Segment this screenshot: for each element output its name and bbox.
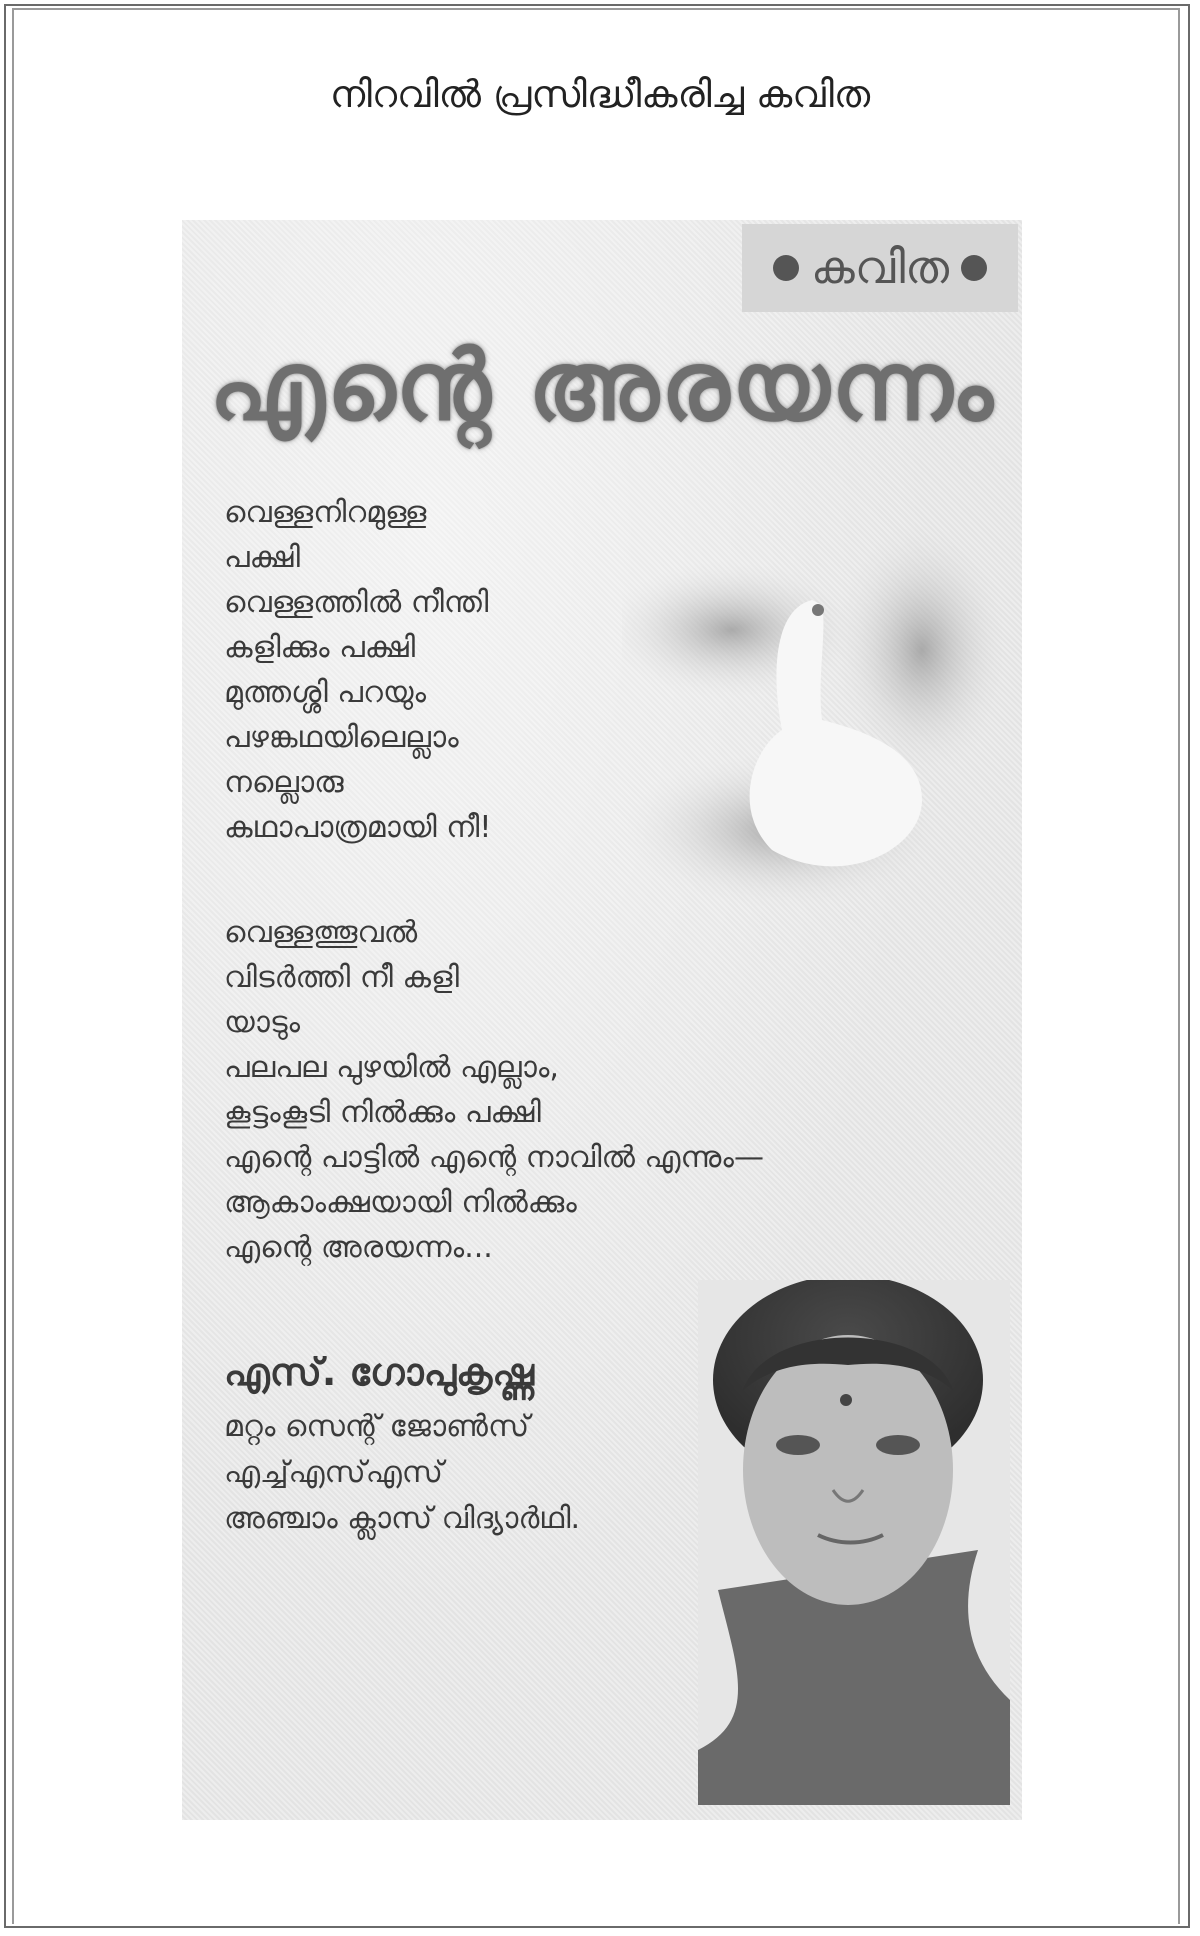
- poem-stanza-1: [224, 490, 491, 850]
- author-detail-line: മറ്റം സെന്റ് ജോൺസ്: [224, 1409, 530, 1444]
- poem-line: പലപല പുഴയിൽ എല്ലാം,: [224, 1050, 559, 1085]
- poem-line: കൂട്ടംകൂടി നിൽക്കും പക്ഷി: [224, 1095, 541, 1130]
- poem-line: മുത്തശ്ശി പറയും: [224, 675, 427, 710]
- author-details: [224, 1404, 580, 1542]
- author-name: എസ്. ഗോപുകൃഷ്ണ: [224, 1350, 535, 1394]
- poem-line: കളിക്കും പക്ഷി: [224, 630, 416, 665]
- poem-line: എന്റെ പാട്ടിൽ എന്റെ നാവിൽ എന്നും—: [224, 1140, 764, 1175]
- poem-title: എന്റെ അരയന്നം: [209, 330, 995, 442]
- section-tag-label: കവിത: [810, 240, 950, 294]
- poem-line: നല്ലൊരു: [224, 765, 344, 800]
- poem-line: വെള്ളനിറമുള്ള: [224, 495, 427, 530]
- section-tag: [742, 224, 1018, 312]
- author-photo: [698, 1280, 1010, 1805]
- bullet-icon: [961, 255, 987, 281]
- poem-line: വെള്ളത്തൂവൽ: [224, 915, 418, 950]
- poem-stanza-2: [224, 910, 764, 1270]
- page-title: നിറവിൽ പ്രസിദ്ധീകരിച്ച കവിത: [329, 72, 871, 116]
- bullet-icon: [773, 255, 799, 281]
- poem-line: വെള്ളത്തിൽ നീന്തി: [224, 585, 489, 620]
- poem-line: കഥാപാത്രമായി നീ!: [224, 810, 492, 845]
- author-detail-line: അഞ്ചാം ക്ലാസ് വിദ്യാർഥി.: [224, 1501, 581, 1536]
- author-detail-line: എച്ച്എസ്എസ്: [224, 1455, 443, 1490]
- swan-illustration: [622, 510, 1002, 930]
- poem-line: എന്റെ അരയന്നം...: [224, 1230, 493, 1265]
- poem-line: വിടർത്തി നീ കളി: [224, 960, 459, 995]
- newspaper-clipping: [182, 220, 1022, 1820]
- poem-line: പക്ഷി: [224, 540, 300, 575]
- poem-line: പഴങ്കഥയിലെല്ലാം: [224, 720, 459, 755]
- poem-line: ആകാംക്ഷയായി നിൽക്കും: [224, 1185, 577, 1220]
- poem-line: യാടും: [224, 1005, 301, 1040]
